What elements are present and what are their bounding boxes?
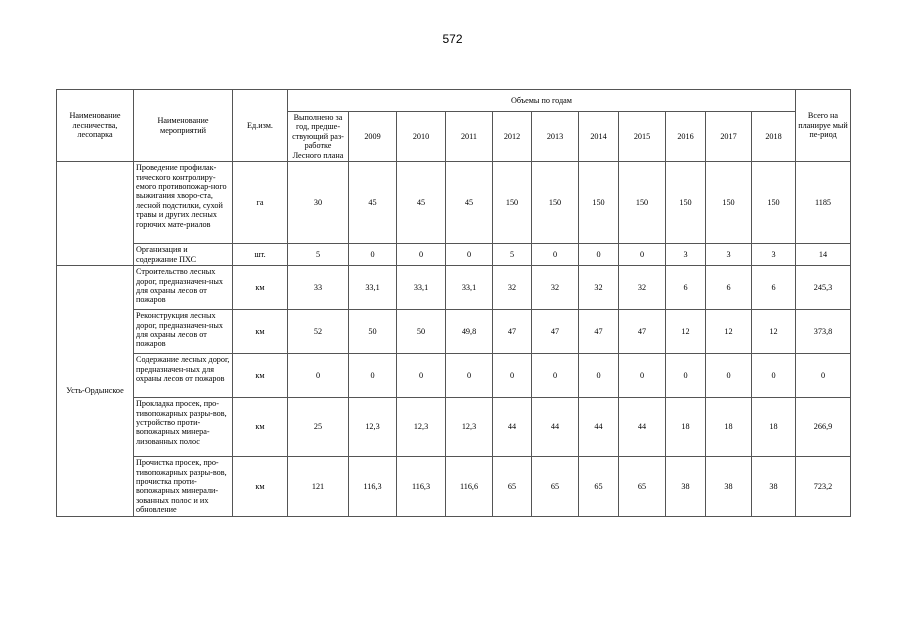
done-value: 33 — [288, 266, 349, 310]
year-value: 0 — [666, 354, 706, 398]
year-value: 47 — [493, 310, 532, 354]
unit-cell: км — [233, 310, 288, 354]
year-value: 6 — [706, 266, 752, 310]
year-value: 0 — [579, 354, 619, 398]
year-value: 33,1 — [397, 266, 446, 310]
year-value: 12 — [706, 310, 752, 354]
total-value: 14 — [796, 244, 851, 266]
year-value: 0 — [397, 354, 446, 398]
year-value: 65 — [619, 457, 666, 517]
table-row — [57, 457, 851, 517]
year-value: 65 — [493, 457, 532, 517]
total-value: 1185 — [796, 162, 851, 244]
year-value: 18 — [706, 398, 752, 457]
table-row — [57, 266, 851, 310]
year-value: 38 — [752, 457, 796, 517]
activity-name: Прочистка просек, про-тивопожарных разры-вов, прочистка проти-вопожарных минерали-зованных полос и их обновление — [134, 457, 233, 517]
activity-name: Реконструкция лесных дорог, предназначен-ных для охраны лесов от пожаров — [134, 310, 233, 354]
done-value: 121 — [288, 457, 349, 517]
header-year: 2013 — [532, 112, 579, 162]
year-value: 5 — [493, 244, 532, 266]
activity-name: Содержание лесных дорог, предназначен-ных для охраны лесов от пожаров — [134, 354, 233, 398]
year-value: 0 — [619, 244, 666, 266]
activity-name: Проведение профилак-тического контролиру-емого противопожар-ного выжигания хворо-ста, лесной подстилки, сухой травы и других лесных горючих мате-риалов — [134, 162, 233, 244]
done-value: 0 — [288, 354, 349, 398]
activity-name: Прокладка просек, про-тивопожарных разры-вов, устройство проти-вопожарных минера-лизованных полос — [134, 398, 233, 457]
header-forestry: Наименование лесничества, лесопарка — [57, 90, 134, 162]
done-value: 30 — [288, 162, 349, 244]
header-year: 2015 — [619, 112, 666, 162]
year-value: 12,3 — [349, 398, 397, 457]
year-value: 12,3 — [397, 398, 446, 457]
header-total: Всего на планируе мый пе-риод — [796, 90, 851, 162]
table-row — [57, 162, 851, 244]
year-value: 116,3 — [397, 457, 446, 517]
done-value: 52 — [288, 310, 349, 354]
header-done: Выполнено за год, предше-ствующий раз-работке Лесного плана — [288, 112, 349, 162]
forestry-cell — [57, 162, 134, 266]
year-value: 50 — [397, 310, 446, 354]
year-value: 12 — [666, 310, 706, 354]
year-value: 50 — [349, 310, 397, 354]
total-value: 245,3 — [796, 266, 851, 310]
year-value: 150 — [706, 162, 752, 244]
table-row — [57, 310, 851, 354]
header-year: 2016 — [666, 112, 706, 162]
header-volumes: Объемы по годам — [288, 90, 796, 112]
total-value: 723,2 — [796, 457, 851, 517]
year-value: 18 — [666, 398, 706, 457]
year-value: 45 — [446, 162, 493, 244]
year-value: 44 — [532, 398, 579, 457]
year-value: 45 — [349, 162, 397, 244]
unit-cell: км — [233, 398, 288, 457]
year-value: 116,3 — [349, 457, 397, 517]
total-value: 0 — [796, 354, 851, 398]
unit-cell: га — [233, 162, 288, 244]
year-value: 32 — [619, 266, 666, 310]
page-number: 572 — [442, 32, 463, 46]
year-value: 0 — [619, 354, 666, 398]
year-value: 116,6 — [446, 457, 493, 517]
year-value: 0 — [493, 354, 532, 398]
year-value: 6 — [752, 266, 796, 310]
year-value: 0 — [446, 354, 493, 398]
unit-cell: км — [233, 266, 288, 310]
unit-cell: шт. — [233, 244, 288, 266]
year-value: 65 — [532, 457, 579, 517]
year-value: 12,3 — [446, 398, 493, 457]
header-year: 2010 — [397, 112, 446, 162]
year-value: 44 — [493, 398, 532, 457]
year-value: 45 — [397, 162, 446, 244]
year-value: 0 — [446, 244, 493, 266]
year-value: 0 — [752, 354, 796, 398]
activity-name: Строительство лесных дорог, предназначен-ных для охраны лесов от пожаров — [134, 266, 233, 310]
year-value: 150 — [532, 162, 579, 244]
year-value: 150 — [619, 162, 666, 244]
year-value: 3 — [706, 244, 752, 266]
year-value: 32 — [532, 266, 579, 310]
year-value: 0 — [532, 244, 579, 266]
activity-name: Организация и содержание ПХС — [134, 244, 233, 266]
total-value: 266,9 — [796, 398, 851, 457]
year-value: 0 — [532, 354, 579, 398]
year-value: 0 — [349, 354, 397, 398]
year-value: 32 — [493, 266, 532, 310]
header-year: 2014 — [579, 112, 619, 162]
year-value: 0 — [349, 244, 397, 266]
table-row — [57, 398, 851, 457]
year-value: 3 — [752, 244, 796, 266]
header-activity: Наименование мероприятий — [134, 90, 233, 162]
year-value: 44 — [579, 398, 619, 457]
year-value: 12 — [752, 310, 796, 354]
header-year: 2012 — [493, 112, 532, 162]
year-value: 150 — [579, 162, 619, 244]
table-row — [57, 244, 851, 266]
year-value: 150 — [752, 162, 796, 244]
year-value: 33,1 — [349, 266, 397, 310]
year-value: 0 — [397, 244, 446, 266]
year-value: 65 — [579, 457, 619, 517]
done-value: 25 — [288, 398, 349, 457]
header-year: 2009 — [349, 112, 397, 162]
unit-cell: км — [233, 354, 288, 398]
unit-cell: км — [233, 457, 288, 517]
year-value: 38 — [706, 457, 752, 517]
year-value: 18 — [752, 398, 796, 457]
fire-prevention-table — [56, 89, 851, 517]
forestry-cell: Усть-Ордынское — [57, 266, 134, 517]
header-year: 2017 — [706, 112, 752, 162]
year-value: 0 — [579, 244, 619, 266]
year-value: 32 — [579, 266, 619, 310]
header-year: 2011 — [446, 112, 493, 162]
year-value: 150 — [493, 162, 532, 244]
year-value: 6 — [666, 266, 706, 310]
year-value: 0 — [706, 354, 752, 398]
year-value: 44 — [619, 398, 666, 457]
year-value: 33,1 — [446, 266, 493, 310]
year-value: 38 — [666, 457, 706, 517]
done-value: 5 — [288, 244, 349, 266]
year-value: 47 — [619, 310, 666, 354]
table-row — [57, 354, 851, 398]
year-value: 47 — [532, 310, 579, 354]
year-value: 3 — [666, 244, 706, 266]
header-year: 2018 — [752, 112, 796, 162]
total-value: 373,8 — [796, 310, 851, 354]
year-value: 49,8 — [446, 310, 493, 354]
header-unit: Ед.изм. — [233, 90, 288, 162]
year-value: 47 — [579, 310, 619, 354]
year-value: 150 — [666, 162, 706, 244]
